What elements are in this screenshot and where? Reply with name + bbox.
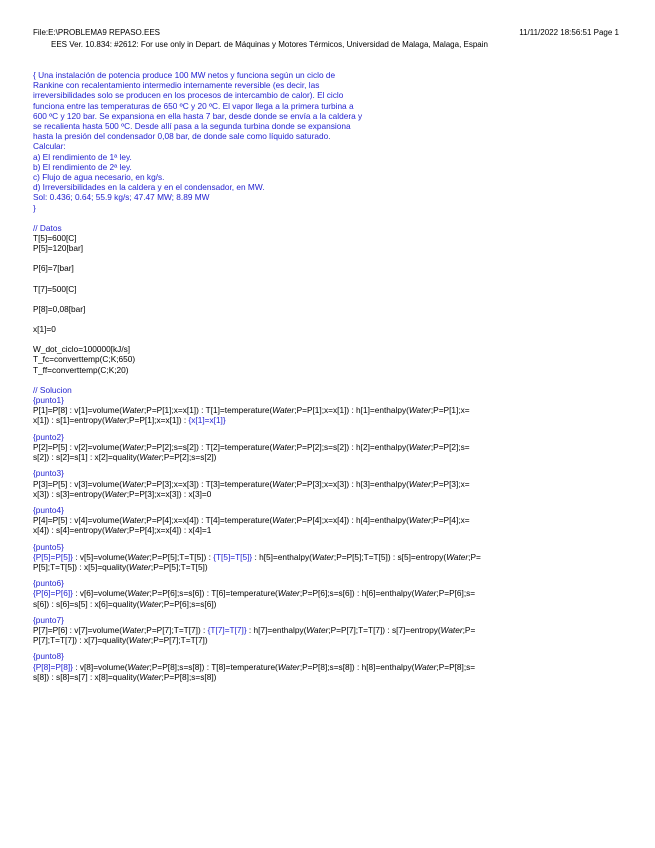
- equation-line: [33, 662, 633, 672]
- state-point-tag: {punto4}: [33, 504, 64, 515]
- equation-fragment: : h[7]=enthalpy(Water;P=P[7];T=T[7]) : s[7]=entropy(Water;P=: [246, 624, 476, 635]
- problem-line: a) El rendimiento de 1ª ley.: [33, 151, 132, 162]
- state-point-block: [33, 432, 633, 463]
- equation-fragment: P[7];T=T[7]) : x[7]=quality(Water;P=P[7];T=T[7]): [33, 635, 208, 646]
- state-point-block: [33, 615, 633, 646]
- equation-fragment: : v[5]=volume(Water;P=P[5];T=T[5]) :: [72, 551, 214, 562]
- state-point-tag: {punto1}: [33, 395, 64, 406]
- equation-fragment: P[2]=P[5] : v[2]=volume(Water;P=P[2];s=s[2]) : T[2]=temperature(Water;P=P[2];s=s[2]) : h[2]=enthalpy(Water;P=P[2];s=: [33, 441, 470, 452]
- comment-fragment: {T[5]=T[5]}: [213, 551, 253, 562]
- equation-fragment: : h[5]=enthalpy(Water;P=P[5];T=T[5]) : s[5]=entropy(Water;P=: [252, 551, 481, 562]
- comment-fragment: {T[7]=T[7]}: [207, 624, 247, 635]
- equation-fragment: s[6]) : s[6]=s[5] : x[6]=quality(Water;P=P[6];s=s[6]): [33, 598, 217, 609]
- problem-line: hasta la presión del condensador 0,08 bar, de donde sale como líquido saturado.: [33, 131, 331, 142]
- problem-line: 600 ºC y 120 bar. Se expansiona en ella hasta 7 bar, desde donde se envía a la caldera y: [33, 110, 363, 121]
- equation-line: [33, 415, 633, 425]
- file-path: File:E:\PROBLEMA9 REPASO.EES: [33, 28, 161, 37]
- equation-line: [33, 588, 633, 598]
- problem-line: se recalienta hasta 500 ºC. Desde allí pasa a la segunda turbina donde se expansiona: [33, 121, 351, 132]
- state-point-block: [33, 542, 633, 573]
- problem-line: }: [33, 202, 36, 213]
- equation-fragment: s[8]) : s[8]=s[7] : x[8]=quality(Water;P=P[8];s=s[8]): [33, 671, 217, 682]
- equation-fragment: : v[8]=volume(Water;P=P[8];s=s[8]) : T[8]=temperature(Water;P=P[8];s=s[8]) : h[8]=enthalpy(Water;P=P[8];s=: [72, 661, 476, 672]
- equation-fragment: P[3]=P[5] : v[3]=volume(Water;P=P[3];x=x[3]) : T[3]=temperature(Water;P=P[3];x=x[3]) : h[3]=enthalpy(Water;P=P[3];x=: [33, 478, 470, 489]
- equation-fragment: P[7]=P[6] : v[7]=volume(Water;P=P[7];T=T[7]) :: [33, 624, 208, 635]
- solucion-heading: // Solucion: [33, 384, 72, 395]
- equation-fragment: x[4]) : s[4]=entropy(Water;P=P[4];x=x[4]) : x[4]=1: [33, 525, 212, 536]
- state-point-block: [33, 468, 633, 499]
- equation-line: T_ff=converttemp(C;K;20): [33, 364, 129, 375]
- ees-equations-window: [33, 70, 633, 682]
- problem-line: Calcular:: [33, 141, 66, 152]
- equation-line: P[6]=7[bar]: [33, 263, 74, 274]
- equation-fragment: P[1]=P[8] : v[1]=volume(Water;P=P[1];x=x[1]) : T[1]=temperature(Water;P=P[1];x=x[1]) : h[1]=enthalpy(Water;P=P[1];x=: [33, 405, 470, 416]
- problem-line: c) Flujo de agua necesario, en kg/s.: [33, 172, 165, 183]
- equation-line: x[1]=0: [33, 324, 56, 335]
- equation-line: [33, 442, 633, 452]
- equation-line: [33, 452, 633, 462]
- state-point-block: [33, 578, 633, 609]
- state-point-tag: {punto7}: [33, 614, 64, 625]
- equation-line: [33, 405, 633, 415]
- equation-line: P[8]=0,08[bar]: [33, 303, 86, 314]
- state-point-block: [33, 395, 633, 426]
- equation-line: [33, 525, 633, 535]
- problem-line: funciona entre las temperaturas de 650 ºC y 20 ºC. El vapor llega a la primera turbina a: [33, 100, 354, 111]
- equation-line: [33, 562, 633, 572]
- solucion-section: [33, 385, 633, 682]
- problem-line: b) El rendimiento de 2ª ley.: [33, 161, 132, 172]
- print-datetime: 11/11/2022 18:56:51 Page 1: [519, 28, 619, 37]
- version-license-line: EES Ver. 10.834: #2612: For use only in Depart. de Máquinas y Motores Térmicos, Universidad de Malaga, Malaga, Espain: [51, 40, 488, 49]
- problem-line: Rankine con recalentamiento intermedio internamente reversible (es decir, las: [33, 80, 320, 91]
- equation-line: P[5]=120[bar]: [33, 243, 84, 254]
- comment-fragment: {P[8]=P[8]}: [33, 661, 73, 672]
- problem-statement-comment: [33, 70, 633, 213]
- datos-section: [33, 223, 633, 375]
- comment-fragment: {P[6]=P[6]}: [33, 588, 73, 599]
- equation-line: [33, 672, 633, 682]
- problem-line: Sol: 0.436; 0.64; 55.9 kg/s; 47.47 MW; 8.89 MW: [33, 192, 210, 203]
- state-point-tag: {punto5}: [33, 541, 64, 552]
- problem-line: d) Irreversibilidades en la caldera y en el condensador, en MW.: [33, 182, 265, 193]
- equation-line: T[5]=600[C]: [33, 233, 77, 244]
- comment-fragment: {x[1]=x[1]}: [188, 415, 226, 426]
- equation-fragment: P[4]=P[5] : v[4]=volume(Water;P=P[4];x=x[4]) : T[4]=temperature(Water;P=P[4];x=x[4]) : h[4]=enthalpy(Water;P=P[4];x=: [33, 515, 470, 526]
- problem-line: irreversibilidades solo se producen en los procesos de intercambio de calor). El ciclo: [33, 90, 344, 101]
- equation-fragment: x[3]) : s[3]=entropy(Water;P=P[3];x=x[3]) : x[3]=0: [33, 488, 212, 499]
- state-point-block: [33, 505, 633, 536]
- state-point-block: [33, 651, 633, 682]
- datos-heading: // Datos: [33, 222, 62, 233]
- equation-line: T[7]=500[C]: [33, 283, 77, 294]
- equation-fragment: x[1]) : s[1]=entropy(Water;P=P[1];x=x[1]) :: [33, 415, 189, 426]
- comment-fragment: {P[5]=P[5]}: [33, 551, 73, 562]
- equation-line: T_fc=converttemp(C;K;650): [33, 354, 136, 365]
- equation-line: [33, 479, 633, 489]
- state-point-tag: {punto8}: [33, 651, 64, 662]
- state-point-tag: {punto2}: [33, 431, 64, 442]
- equation-fragment: P[5];T=T[5]) : x[5]=quality(Water;P=P[5];T=T[5]): [33, 561, 208, 572]
- equation-line: [33, 515, 633, 525]
- state-point-tag: {punto3}: [33, 468, 64, 479]
- equation-line: W_dot_ciclo=100000[kJ/s]: [33, 344, 131, 355]
- equation-fragment: : v[6]=volume(Water;P=P[6];s=s[6]) : T[6]=temperature(Water;P=P[6];s=s[6]) : h[6]=enthalpy(Water;P=P[6];s=: [72, 588, 476, 599]
- state-points-list: [33, 395, 633, 682]
- state-point-tag: {punto6}: [33, 578, 64, 589]
- problem-line: { Una instalación de potencia produce 100 MW netos y funciona según un ciclo de: [33, 70, 336, 80]
- equation-line: [33, 599, 633, 609]
- equation-line: [33, 489, 633, 499]
- equation-line: [33, 552, 633, 562]
- equation-line: [33, 625, 633, 635]
- equation-line: [33, 635, 633, 645]
- equation-fragment: s[2]) : s[2]=s[1] : x[2]=quality(Water;P=P[2];s=s[2]): [33, 452, 217, 463]
